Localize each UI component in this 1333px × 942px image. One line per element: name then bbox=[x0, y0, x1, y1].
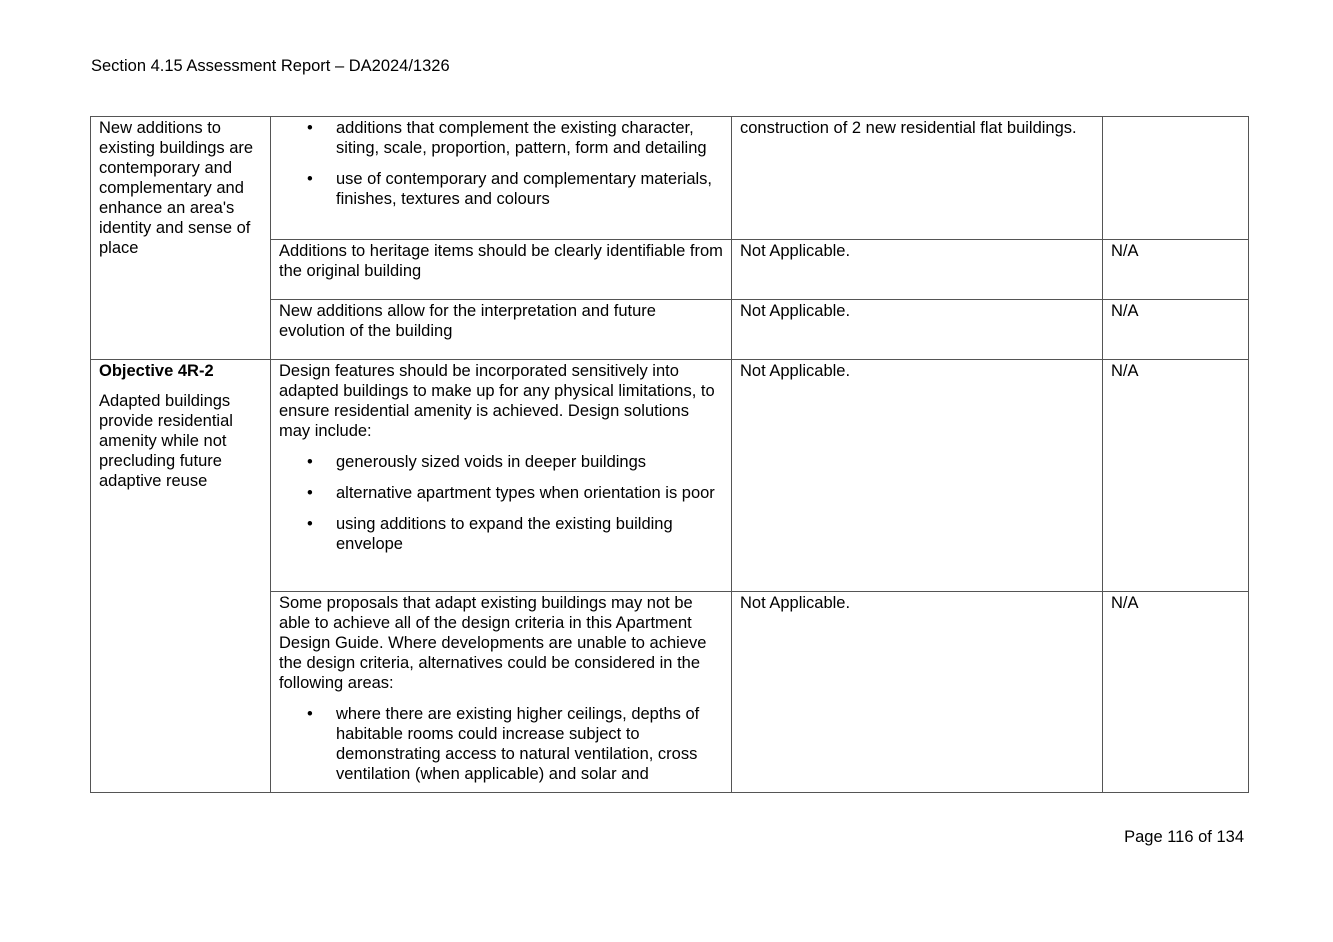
assessment-table bbox=[90, 116, 1249, 793]
comment-text: construction of 2 new residential flat buildings. bbox=[740, 119, 1077, 137]
comment-text: Not Applicable. bbox=[740, 242, 851, 260]
criteria-text: Additions to heritage items should be clearly identifiable from the original building bbox=[279, 242, 723, 280]
list-item: • use of contemporary and complementary materials, finishes, textures and colours bbox=[336, 169, 723, 209]
compliance-cell bbox=[1103, 300, 1249, 360]
compliance-cell bbox=[1103, 117, 1249, 240]
objective-cell bbox=[91, 360, 271, 793]
criteria-list bbox=[279, 118, 723, 209]
comment-cell bbox=[732, 592, 1103, 793]
criteria-cell bbox=[271, 300, 732, 360]
criteria-cell bbox=[271, 117, 732, 240]
compliance-text: N/A bbox=[1111, 302, 1139, 320]
list-item: • generously sized voids in deeper buildings bbox=[336, 452, 723, 472]
list-item: • additions that complement the existing character, siting, scale, proportion, pattern, form and detailing bbox=[336, 118, 723, 158]
compliance-text: N/A bbox=[1111, 594, 1139, 612]
list-item: • using additions to expand the existing building envelope bbox=[336, 514, 723, 554]
comment-cell bbox=[732, 360, 1103, 592]
criteria-list bbox=[279, 452, 723, 554]
criteria-text: New additions allow for the interpretation and future evolution of the building bbox=[279, 302, 656, 340]
comment-text: Not Applicable. bbox=[740, 594, 851, 612]
compliance-cell bbox=[1103, 592, 1249, 793]
compliance-cell bbox=[1103, 240, 1249, 300]
criteria-cell bbox=[271, 592, 732, 793]
objective-text: New additions to existing buildings are contemporary and complementary and enhance an area's identity and sense of place bbox=[99, 119, 254, 257]
objective-cell bbox=[91, 117, 271, 360]
objective-title: Objective 4R-2 bbox=[99, 362, 214, 380]
comment-cell bbox=[732, 300, 1103, 360]
list-item: • where there are existing higher ceilings, depths of habitable rooms could increase subject to demonstrating access to natural ventilation, cross ventilation (when applicable) and solar and bbox=[336, 704, 723, 784]
comment-cell bbox=[732, 117, 1103, 240]
comment-cell bbox=[732, 240, 1103, 300]
criteria-list bbox=[279, 704, 723, 784]
compliance-cell bbox=[1103, 360, 1249, 592]
criteria-cell bbox=[271, 240, 732, 300]
criteria-intro: Some proposals that adapt existing buildings may not be able to achieve all of the design criteria in this Apartment Design Guide. Where developments are unable to achieve the design criteria, alternatives could be considered in the following areas: bbox=[279, 594, 707, 692]
criteria-intro: Design features should be incorporated sensitively into adapted buildings to make up for any physical limitations, to ensure residential amenity is achieved. Design solutions may include: bbox=[279, 362, 715, 440]
criteria-cell bbox=[271, 360, 732, 592]
comment-text: Not Applicable. bbox=[740, 302, 851, 320]
criteria-content bbox=[279, 593, 723, 784]
compliance-text: N/A bbox=[1111, 362, 1139, 380]
table-row bbox=[91, 360, 1249, 592]
page-number: Page 116 of 134 bbox=[1124, 828, 1244, 846]
compliance-text: N/A bbox=[1111, 242, 1139, 260]
table-row bbox=[91, 117, 1249, 240]
objective-text: Adapted buildings provide residential amenity while not precluding future adaptive reuse bbox=[99, 392, 233, 490]
list-item: • alternative apartment types when orientation is poor bbox=[336, 483, 723, 503]
page-header: Section 4.15 Assessment Report – DA2024/1326 bbox=[91, 57, 450, 75]
comment-text: Not Applicable. bbox=[740, 362, 851, 380]
